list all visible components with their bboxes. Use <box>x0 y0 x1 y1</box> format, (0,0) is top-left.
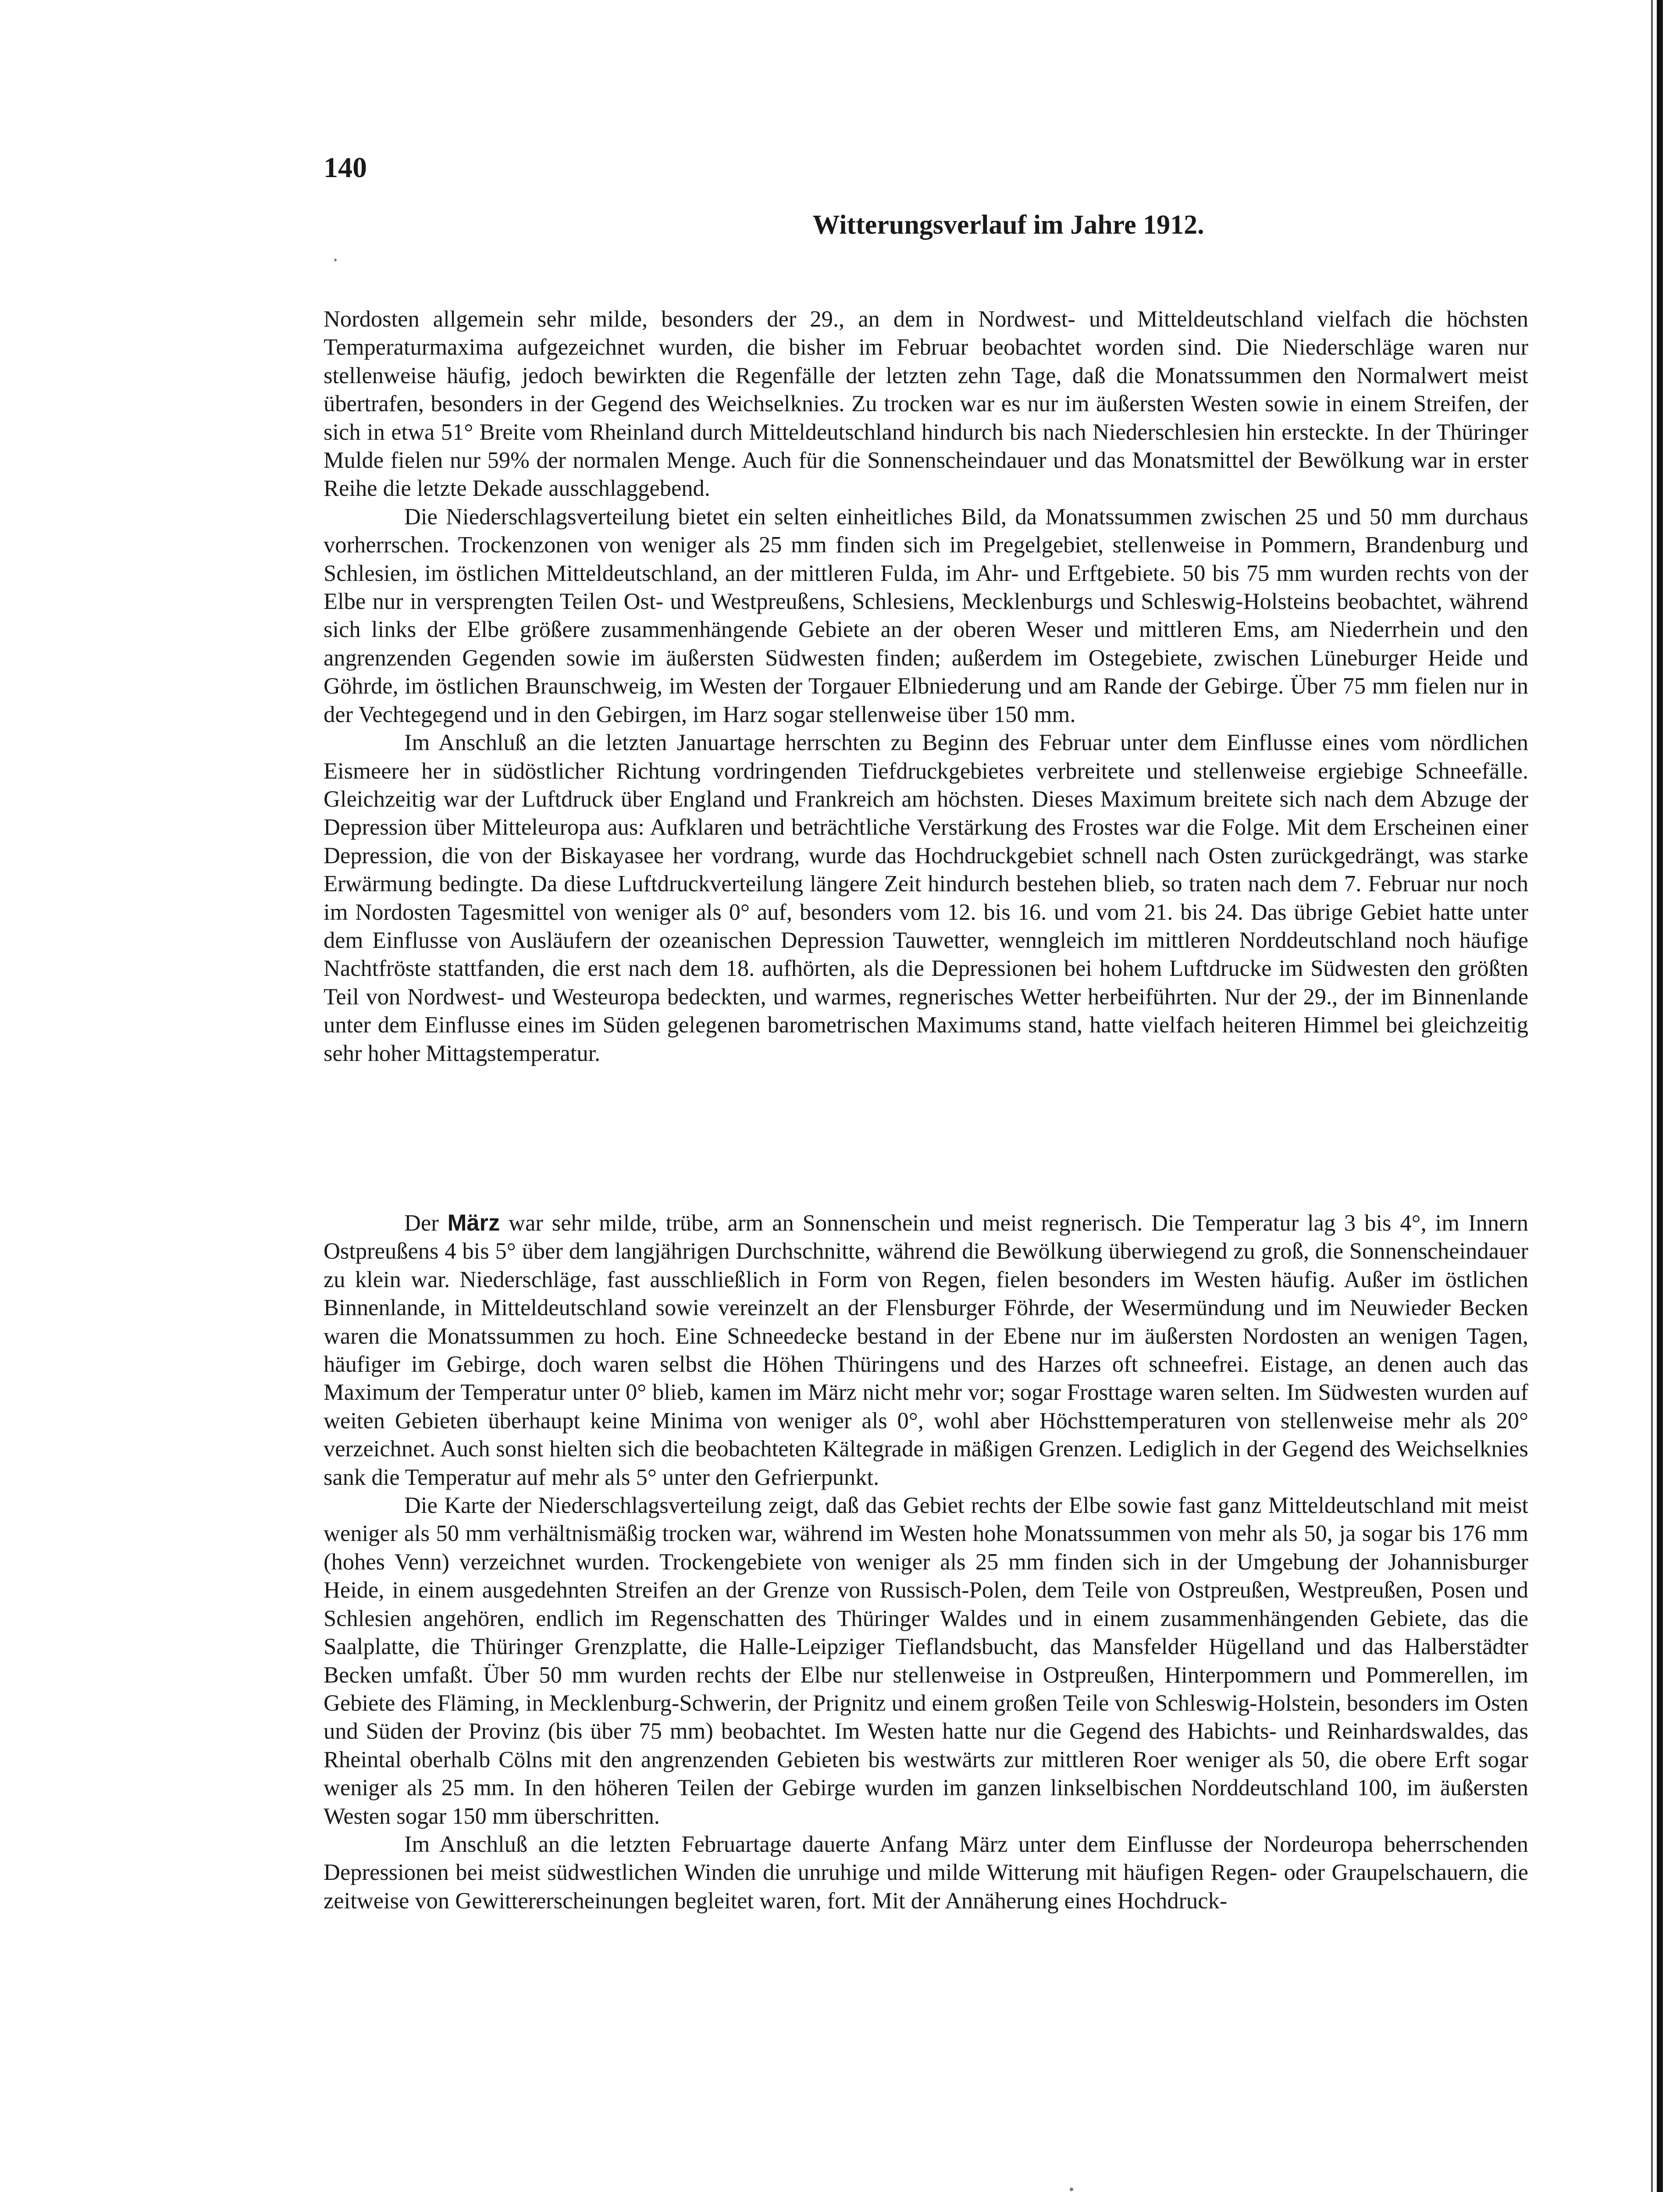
running-title: Witterungsverlauf im Jahre 1912. <box>812 210 1204 240</box>
maerz-intro-text: war sehr milde, trübe, arm an Sonnenschein und meist regnerisch. Die Temperatur lag 3 bis 4°, im Innern Ostpreußens 4 bis 5° über dem langjährigen Durchschnitte, während die Bewölkung überwiegend zu groß, die Sonnenscheindauer zu klein war. Niederschläge, fast ausschließlich in Form von Regen, fielen besonders im Westen häufig. Außer im östlichen Binnenlande, in Mitteldeutschland sowie vereinzelt an der Flensburger Föhrde, der Wesermündung und im Neuwieder Becken waren die Monatssummen zu hoch. Eine Schneedecke bestand in der Ebene nur im äußersten Nordosten an wenigen Tagen, häufiger im Gebirge, doch waren selbst die Höhen Thüringens und des Harzes oft schneefrei. Eistage, an denen auch das Maximum der Temperatur unter 0° blieb, kamen im März nicht mehr vor; sogar Frosttage waren selten. Im Südwesten wurden auf weiten Gebieten überhaupt keine Minima von weniger als 0°, wohl aber Höchsttemperaturen von stellenweise mehr als 20° verzeichnet. Auch sonst hielten sich die beobachteten Kältegrade in mäßigen Grenzen. Lediglich in der Gegend des Weichselknies sank die Temperatur auf mehr als 5° unter den Gefrierpunkt. <box>324 1210 1529 1490</box>
month-heading-maerz: März <box>447 1210 500 1236</box>
paragraph-niederschlag-februar: Die Niederschlagsverteilung bietet ein selten einheitliches Bild, da Monatssummen zwischen 25 und 50 mm durchaus vorherrschen. Trockenzonen von weniger als 25 mm finden sich im Pregelgebiet, stellenweise in Pommern, Brandenburg und Schlesien, im östlichen Mitteldeutschland, an der mittleren Fulda, im Ahr- und Erftgebiete. 50 bis 75 mm wurden rechts von der Elbe nur in versprengten Teilen Ost- und Westpreußens, Schlesiens, Mecklenburgs und Schleswig-Holsteins beobachtet, während sich links der Elbe größere zusammenhängende Gebiete an der oberen Weser und mittleren Ems, am Niederrhein und den angrenzenden Gegenden sowie im äußersten Südwesten finden; außerdem im Ostegebiete, zwischen Lüneburger Heide und Göhrde, im östlichen Braunschweig, im Westen der Torgauer Elbniederung und am Rande der Gebirge. Über 75 mm fielen nur in der Vechtegegend und in den Gebirgen, im Harz sogar stellenweise über 150 mm. <box>324 504 1528 727</box>
maerz-section <box>324 1209 1528 1915</box>
scan-speck <box>334 259 337 261</box>
paragraph-continuation: Nordosten allgemein sehr milde, besonders der 29., an dem in Nordwest- und Mitteldeutschland vielfach die höchsten Temperaturmaxima aufgezeichnet wurden, die bisher im Februar beobachtet worden sind. Die Niederschläge waren nur stellenweise häufig, jedoch bewirkten die Regenfälle der letzten zehn Tage, daß die Monatssummen den Normalwert meist übertrafen, besonders in der Gegend des Weichselknies. Zu trocken war es nur im äußersten Westen sowie in einem Streifen, der sich in etwa 51° Breite vom Rheinland durch Mitteldeutschland hindurch bis nach Niederschlesien hin ersteckte. In der Thüringer Mulde fielen nur 59% der normalen Menge. Auch für die Sonnenscheindauer und das Monatsmittel der Bewölkung war in erster Reihe die letzte Dekade ausschlaggebend. <box>324 306 1528 502</box>
paragraph-maerz-intro <box>324 1209 1528 1491</box>
paragraph-niederschlag-maerz: Die Karte der Niederschlagsverteilung zeigt, daß das Gebiet rechts der Elbe sowie fast ganz Mitteldeutschland mit meist weniger als 50 mm verhältnismäßig trocken war, während im Westen hohe Monatssummen von mehr als 50, ja sogar bis 176 mm (hohes Venn) verzeichnet wurden. Trockengebiete von weniger als 25 mm finden sich in der Umgebung der Johannisburger Heide, in einem ausgedehnten Streifen an der Grenze von Russisch-Polen, dem Teile von Ostpreußen, Westpreußen, Posen und Schlesien angehören, endlich im Regenschatten des Thüringer Waldes und in einem zusammenhängenden Gebiete, das die Saalplatte, die Thüringer Grenzplatte, die Halle-Leipziger Tieflandsbucht, das Mansfelder Hügelland und das Halberstädter Becken umfaßt. Über 50 mm wurden rechts der Elbe nur stellenweise in Ostpreußen, Hinterpommern und Pommerellen, im Gebiete des Fläming, in Mecklenburg-Schwerin, der Prignitz und einem großen Teile von Schleswig-Holstein, besonders im Osten und Süden der Provinz (bis über 75 mm) beobachtet. Im Westen hatte nur die Gegend des Habichts- und Reinhardswaldes, das Rheintal oberhalb Cölns mit den angrenzenden Gebieten bis westwärts zur mittleren Roer weniger als 50, die obere Erft sogar weniger als 25 mm. In den höheren Teilen der Gebirge wurden im ganzen linkselbischen Norddeutschland 100, im äußersten Westen sogar 150 mm überschritten. <box>324 1493 1528 1829</box>
maerz-intro-word: Der <box>404 1210 439 1236</box>
february-section <box>324 305 1528 1068</box>
paragraph-wetterlage-februar: Im Anschluß an die letzten Januartage herrschten zu Beginn des Februar unter dem Einflusse eines vom nördlichen Eismeere her in südöstlicher Richtung vordringenden Tiefdruckgebietes verbreitete und stellenweise ergiebige Schneefälle. Gleichzeitig war der Luftdruck über England und Frankreich am höchsten. Dieses Maximum breitete sich nach dem Abzuge der Depression über Mitteleuropa aus: Aufklaren und beträchtliche Verstärkung des Frostes war die Folge. Mit dem Erscheinen einer Depression, die von der Biskayasee her vordrang, wurde das Hochdruckgebiet schnell nach Osten zurückgedrängt, was starke Erwärmung bedingte. Da diese Luftdruckverteilung längere Zeit hindurch bestehen blieb, so traten nach dem 7. Februar nur noch im Nordosten Tagesmittel von weniger als 0° auf, besonders vom 12. bis 16. und vom 21. bis 24. Das übrige Gebiet hatte unter dem Einflusse von Ausläufern der ozeanischen Depression Tauwetter, wenngleich im mittleren Norddeutschland noch häufige Nachtfröste stattfanden, die erst nach dem 18. aufhörten, als die Depressionen bei hohem Luftdrucke im Südwesten den größten Teil von Nordwest- und Westeuropa bedeckten, und warmes, regnerisches Wetter herbeiführten. Nur der 29., der im Binnenlande unter dem Einflusse eines im Süden gelegenen barometrischen Maximums stand, hatte vielfach heiteren Himmel bei gleichzeitig sehr hoher Mittagstemperatur. <box>324 730 1528 1066</box>
page-number: 140 <box>324 152 367 184</box>
scan-edge-shadow <box>1651 0 1653 2192</box>
scan-edge-bar <box>1657 0 1663 2192</box>
scan-speck <box>1070 2188 1073 2191</box>
paragraph-wetterlage-maerz: Im Anschluß an die letzten Februartage dauerte Anfang März unter dem Einflusse der Nordeuropa beherrschenden Depressionen bei meist südwestlichen Winden die unruhige und milde Witterung mit häufigen Regen- oder Graupelschauern, die zeitweise von Gewittererscheinungen begleitet waren, fort. Mit der Annäherung eines Hochdruck- <box>324 1831 1528 1914</box>
